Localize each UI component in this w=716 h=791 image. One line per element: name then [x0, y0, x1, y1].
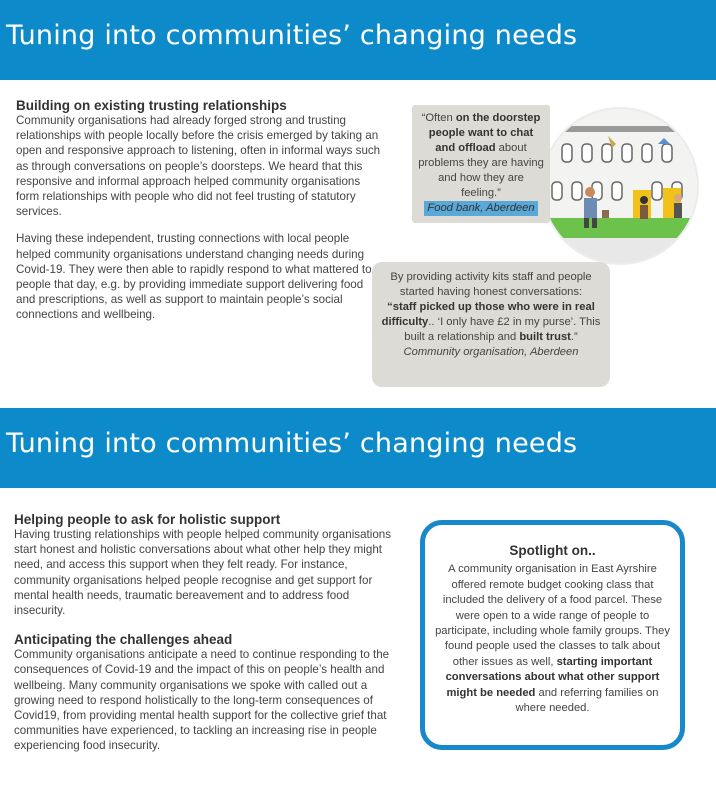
- header-banner: [0, 408, 716, 488]
- quote-mid: .. ‘I only have £2 in my purse’. This built a relationship and: [404, 316, 601, 343]
- banner-title: Tuning into communities’ changing needs: [6, 20, 578, 51]
- quote-bold: “staff picked up those who were in real difficulty: [381, 301, 595, 328]
- section1-text: [16, 98, 381, 323]
- section2-text: [14, 512, 394, 754]
- spotlight-title: Spotlight on..: [509, 543, 596, 558]
- spotlight-text-end: and referring families on where needed.: [515, 686, 659, 715]
- spotlight-body: [425, 562, 680, 716]
- section-heading: Anticipating the challenges ahead: [14, 632, 233, 648]
- spotlight-bold: starting important conversations about what other support might be needed: [445, 655, 660, 699]
- quote-intro: By providing activity kits staff and people started having honest conversations:: [390, 271, 592, 298]
- spotlight-box: [420, 520, 685, 750]
- header-banner: [0, 0, 716, 80]
- paragraph: Having trusting relationships with people helped community organisations start honest and holistic conversations about what other help they might need, and access this support when they felt ready. For instance, community organisations helped people recognise and get support for mental health needs, traumatic bereavement and to address food insecurity.: [14, 528, 392, 618]
- section-heading: Building on existing trusting relationships: [16, 98, 287, 113]
- quote-foodbank: [412, 105, 550, 223]
- quote-source: Food bank, Aberdeen: [424, 201, 537, 216]
- quote-source: Community organisation, Aberdeen: [403, 346, 579, 358]
- quote-end: .”: [570, 331, 578, 343]
- banner-title: Tuning into communities’ changing needs: [6, 428, 578, 459]
- section-heading: Helping people to ask for holistic support: [14, 512, 281, 527]
- street-illustration: [540, 106, 700, 266]
- spotlight-text: A community organisation in East Ayrshire offered remote budget cooking class that included the delivery of a food parcel. These were open to a wide range of people to participate, including whole family groups. They found people used the classes to talk about other issues as well,: [435, 563, 670, 668]
- paragraph: Having these independent, trusting connections with local people helped community organisations understand changing needs during Covid-19. They were then able to rapidly respond to what mattered to people that day, e.g. by providing immediate support delivering food and prescriptions, as well as support to maintain people’s social connections and wellbeing.: [16, 232, 372, 322]
- quote-bold: on the doorstep people want to chat and offload: [428, 112, 541, 154]
- quote-open: “Often: [421, 112, 456, 124]
- paragraph: Community organisations anticipate a need to continue responding to the consequences of Covid-19 and the impact of this on people’s health and wellbeing. Many community organisations we spoke with called out a growing need to respond holistically to the long-term consequences of Covid19, from providing mental health support for the collective grief that communities have experienced, to tackling an increasing rise in people experiencing food insecurity.: [14, 648, 390, 753]
- section-trusting-relationships: [0, 80, 716, 405]
- quote-rest: about problems they are having and how they are feeling.”: [418, 142, 544, 199]
- quote-bold-trust: built trust: [519, 331, 571, 343]
- paragraph: Community organisations had already forged strong and trusting relationships with people locally before the crisis emerged by taking an open and responsive approach to listening, often in informal ways such as through conversations on people’s doorsteps. We heard that this responsive and informal approach helped community organisations form relationships with people who did not feel trusting of statutory services.: [16, 114, 381, 219]
- quote-community: [372, 262, 610, 387]
